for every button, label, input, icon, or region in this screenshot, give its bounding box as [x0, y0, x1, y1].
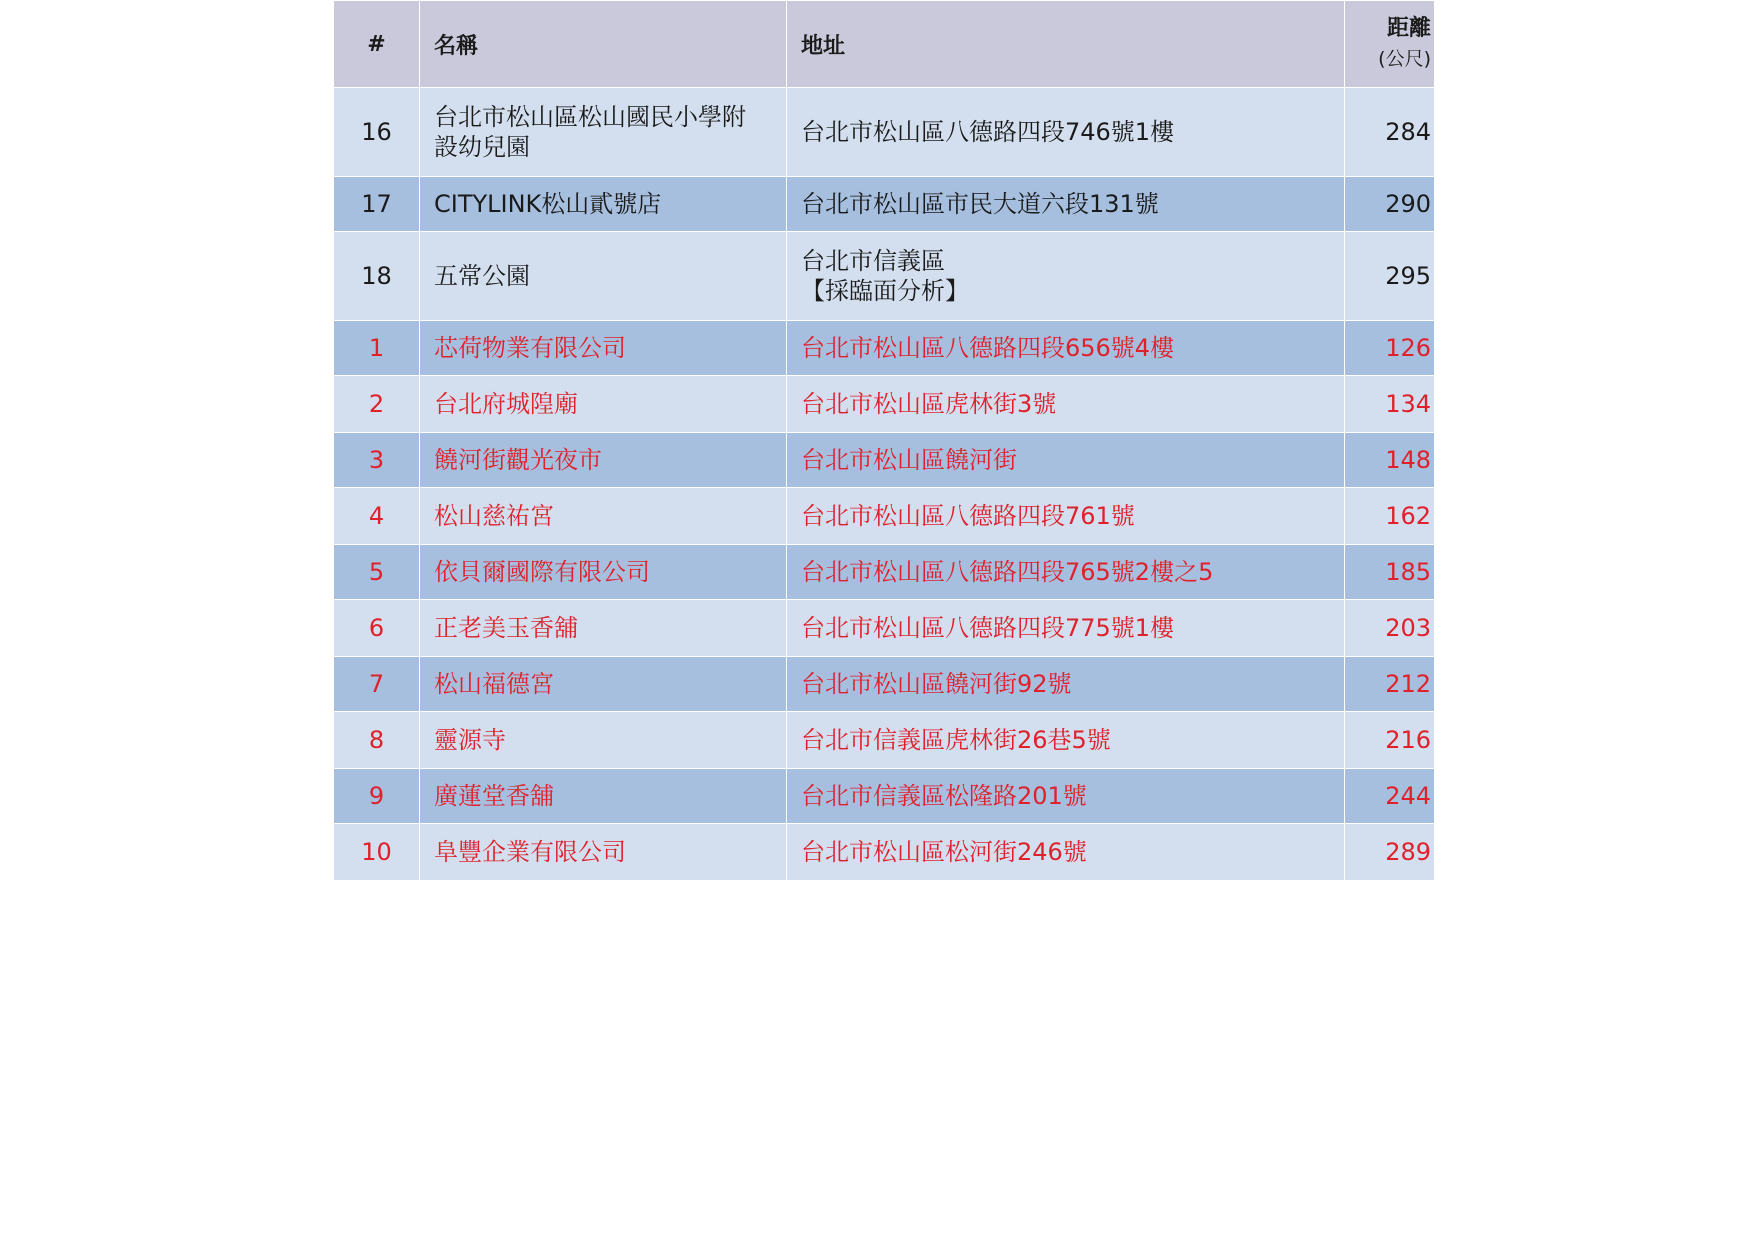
header-num: #	[334, 1, 420, 88]
header-name: 名稱	[420, 1, 787, 88]
row-number: 10	[334, 824, 420, 881]
facility-address-cell	[787, 321, 1345, 376]
table-row	[334, 657, 1435, 712]
facility-address-cell	[787, 824, 1345, 881]
facility-name: 靈源寺	[434, 726, 506, 754]
facility-address: 台北市松山區八德路四段761號	[801, 502, 1135, 530]
facility-name-cell	[420, 488, 787, 545]
table-row	[334, 376, 1435, 433]
facility-address: 台北市松山區八德路四段765號2樓之5	[801, 558, 1214, 586]
facility-address-cell	[787, 88, 1345, 177]
facility-name-cell	[420, 88, 787, 177]
facility-name-cell	[420, 545, 787, 600]
table-row	[334, 600, 1435, 657]
table-row	[334, 88, 1435, 177]
facility-address: 台北市松山區八德路四段656號4樓	[801, 334, 1175, 362]
row-number: 3	[334, 433, 420, 488]
table-row	[334, 321, 1435, 376]
facility-name: 依貝爾國際有限公司	[434, 558, 650, 586]
row-number: 7	[334, 657, 420, 712]
row-number: 1	[334, 321, 420, 376]
facility-name-cell	[420, 657, 787, 712]
facility-name: 松山慈祐宮	[434, 502, 554, 530]
row-number: 2	[334, 376, 420, 433]
facility-name-cell	[420, 433, 787, 488]
facility-name: 五常公園	[434, 262, 530, 290]
table-row	[334, 177, 1435, 232]
row-number: 4	[334, 488, 420, 545]
facility-address: 台北市信義區松隆路201號	[801, 782, 1087, 810]
facility-table-container	[333, 0, 1434, 881]
distance-value: 126	[1345, 321, 1435, 376]
nearby-facilities-table	[333, 0, 1435, 881]
header-distance	[1345, 1, 1435, 88]
table-body	[334, 88, 1435, 881]
facility-name-cell	[420, 600, 787, 657]
facility-address-cell	[787, 657, 1345, 712]
facility-address-cell	[787, 600, 1345, 657]
distance-value: 134	[1345, 376, 1435, 433]
facility-name: 設幼兒園	[434, 133, 530, 161]
header-distance-unit: (公尺)	[1378, 48, 1431, 70]
header-distance-label: 距離	[1386, 16, 1431, 41]
distance-value: 289	[1345, 824, 1435, 881]
table-row	[334, 824, 1435, 881]
table-row	[334, 712, 1435, 769]
distance-value: 244	[1345, 769, 1435, 824]
facility-address: 台北市信義區	[801, 247, 945, 275]
row-number: 6	[334, 600, 420, 657]
facility-address: 【採臨面分析】	[801, 277, 969, 305]
table-header	[334, 1, 1435, 88]
distance-value: 290	[1345, 177, 1435, 232]
facility-name-cell	[420, 824, 787, 881]
row-number: 18	[334, 232, 420, 321]
distance-value: 185	[1345, 545, 1435, 600]
facility-address-cell	[787, 488, 1345, 545]
facility-name: 松山福德宮	[434, 670, 554, 698]
facility-name: 饒河街觀光夜市	[434, 446, 602, 474]
facility-name: 廣蓮堂香舖	[434, 782, 554, 810]
facility-address-cell	[787, 712, 1345, 769]
table-row	[334, 769, 1435, 824]
facility-name: 台北市松山區松山國民小學附	[434, 103, 746, 131]
facility-name: 芯荷物業有限公司	[434, 334, 626, 362]
distance-value: 284	[1345, 88, 1435, 177]
facility-name: CITYLINK松山貳號店	[434, 190, 662, 218]
table-row	[334, 232, 1435, 321]
facility-address: 台北市松山區市民大道六段131號	[801, 190, 1159, 218]
facility-name-cell	[420, 232, 787, 321]
facility-address-cell	[787, 232, 1345, 321]
facility-address: 台北市松山區八德路四段775號1樓	[801, 614, 1175, 642]
facility-name: 阜豐企業有限公司	[434, 838, 626, 866]
facility-address-cell	[787, 769, 1345, 824]
distance-value: 216	[1345, 712, 1435, 769]
table-row	[334, 433, 1435, 488]
header-address: 地址	[787, 1, 1345, 88]
table-row	[334, 545, 1435, 600]
facility-name-cell	[420, 321, 787, 376]
distance-value: 203	[1345, 600, 1435, 657]
facility-name: 台北府城隍廟	[434, 390, 578, 418]
facility-address-cell	[787, 433, 1345, 488]
facility-address-cell	[787, 376, 1345, 433]
distance-value: 212	[1345, 657, 1435, 712]
row-number: 5	[334, 545, 420, 600]
distance-value: 148	[1345, 433, 1435, 488]
facility-address: 台北市松山區饒河街92號	[801, 670, 1072, 698]
facility-address: 台北市松山區松河街246號	[801, 838, 1087, 866]
facility-name-cell	[420, 769, 787, 824]
table-row	[334, 488, 1435, 545]
facility-name-cell	[420, 177, 787, 232]
facility-address-cell	[787, 177, 1345, 232]
facility-address: 台北市松山區饒河街	[801, 446, 1017, 474]
row-number: 9	[334, 769, 420, 824]
row-number: 16	[334, 88, 420, 177]
row-number: 17	[334, 177, 420, 232]
facility-address: 台北市松山區虎林街3號	[801, 390, 1057, 418]
facility-address: 台北市松山區八德路四段746號1樓	[801, 118, 1175, 146]
header-row	[334, 1, 1435, 88]
distance-value: 162	[1345, 488, 1435, 545]
facility-name: 正老美玉香舖	[434, 614, 578, 642]
row-number: 8	[334, 712, 420, 769]
facility-address: 台北市信義區虎林街26巷5號	[801, 726, 1111, 754]
facility-name-cell	[420, 376, 787, 433]
distance-value: 295	[1345, 232, 1435, 321]
facility-address-cell	[787, 545, 1345, 600]
facility-name-cell	[420, 712, 787, 769]
